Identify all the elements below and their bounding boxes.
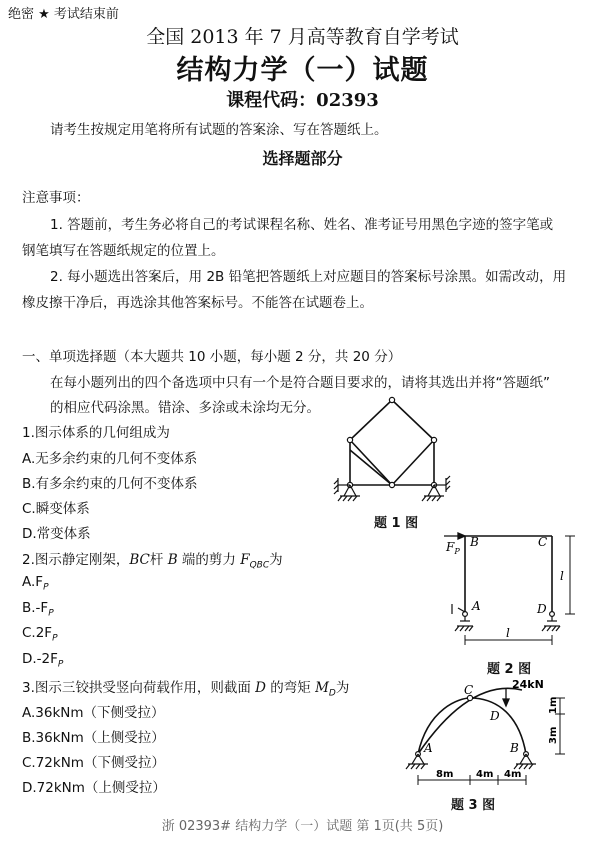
part1-heading: 一、单项选择题（本大题共 10 小题，每小题 2 分，共 20 分） <box>22 349 402 365</box>
q1-option-d: D.常变体系 <box>22 526 91 542</box>
fig3-load-label: 24kN <box>512 678 544 691</box>
q2-option-b: $B.-F_P$ <box>22 600 54 619</box>
q3-stem: 3.图示三铰拱受竖向荷载作用，则截面 D 的弯矩 $M_D$为 <box>22 680 350 699</box>
part1-desc-line2: 的相应代码涂黑。错涂、多涂或未涂均无分。 <box>50 400 320 416</box>
fig2-label-c: C <box>538 535 548 549</box>
figure-1-truss <box>330 392 460 522</box>
page-footer: 浙 02393# 结构力学（一）试题 第 1页(共 5页) <box>161 819 444 834</box>
fig3-label-b: B <box>510 741 519 755</box>
fig3-label-d: D <box>490 709 500 723</box>
fig3-dim-4m-b: 4m <box>504 769 522 780</box>
instruction: 请考生按规定用笔将所有试题的答案涂、写在答题纸上。 <box>50 122 388 138</box>
note2-line2: 橡皮擦干净后，再选涂其他答案标号。不能答在试题卷上。 <box>22 295 373 311</box>
q3-option-a: A.36kNm（下侧受拉） <box>22 705 165 721</box>
part1-desc-line1: 在每小题列出的四个备选项中只有一个是符合题目要求的，请将其选出并将“答题纸” <box>50 375 550 391</box>
figure-2-caption: 题 2 图 <box>487 662 532 677</box>
fig2-dim-width: l <box>506 626 510 640</box>
q3-option-b: B.36kNm（上侧受拉） <box>22 730 165 746</box>
fig3-dim-3m: 3m <box>548 726 559 744</box>
fig3-dim-1m: 1m <box>548 696 559 714</box>
fig2-label-d: D <box>537 602 547 616</box>
q2-option-d: $D.-2F_P$ <box>22 651 64 670</box>
q1-stem: 1.图示体系的几何组成为 <box>22 425 170 441</box>
figure-1-caption: 题 1 图 <box>374 516 419 531</box>
q3-option-d: D.72kNm（上侧受拉） <box>22 780 166 796</box>
note2-line1: 2. 每小题选出答案后，用 2B 铅笔把答题纸上对应题目的答案标号涂黑。如需改动，用 <box>50 269 567 285</box>
q2-option-c: $C.2F_P$ <box>22 625 58 644</box>
q2-option-a: $A.F_P$ <box>22 574 49 593</box>
notes-heading: 注意事项： <box>22 190 90 206</box>
course-code: 课程代码：02393 <box>226 90 379 111</box>
q1-option-c: C.瞬变体系 <box>22 501 90 517</box>
fig3-dim-8m: 8m <box>436 769 454 780</box>
fig2-load-label: $F_P$ <box>446 540 460 556</box>
fig3-label-c: C <box>464 683 474 697</box>
figure-2-frame <box>440 528 590 658</box>
q1-option-a: A.无多余约束的几何不变体系 <box>22 451 198 467</box>
q1-option-b: B.有多余约束的几何不变体系 <box>22 476 198 492</box>
paper-title: 结构力学（一）试题 <box>176 55 429 86</box>
note1-line1: 1. 答题前，考生务必将自己的考试课程名称、姓名、准考证号用黑色字迹的签字笔或 <box>50 217 554 233</box>
q2-stem: 2.图示静定刚架，BC杆 B 端的剪力 $F_{QBC}$为 <box>22 552 283 571</box>
figure-3-arch <box>400 678 590 798</box>
fig2-label-a: A <box>472 599 481 613</box>
exam-title: 全国 2013 年 7 月高等教育自学考试 <box>146 26 459 48</box>
figure-3-caption: 题 3 图 <box>451 798 496 813</box>
fig2-label-b: B <box>470 535 479 549</box>
section-title: 选择题部分 <box>262 149 343 168</box>
q3-option-c: C.72kNm（下侧受拉） <box>22 755 165 771</box>
confidential-mark: 绝密 ★ 考试结束前 <box>8 7 119 22</box>
fig3-label-a: A <box>424 741 433 755</box>
fig2-dim-height: l <box>560 569 564 583</box>
note1-line2: 钢笔填写在答题纸规定的位置上。 <box>22 243 225 259</box>
fig3-dim-4m-a: 4m <box>476 769 494 780</box>
